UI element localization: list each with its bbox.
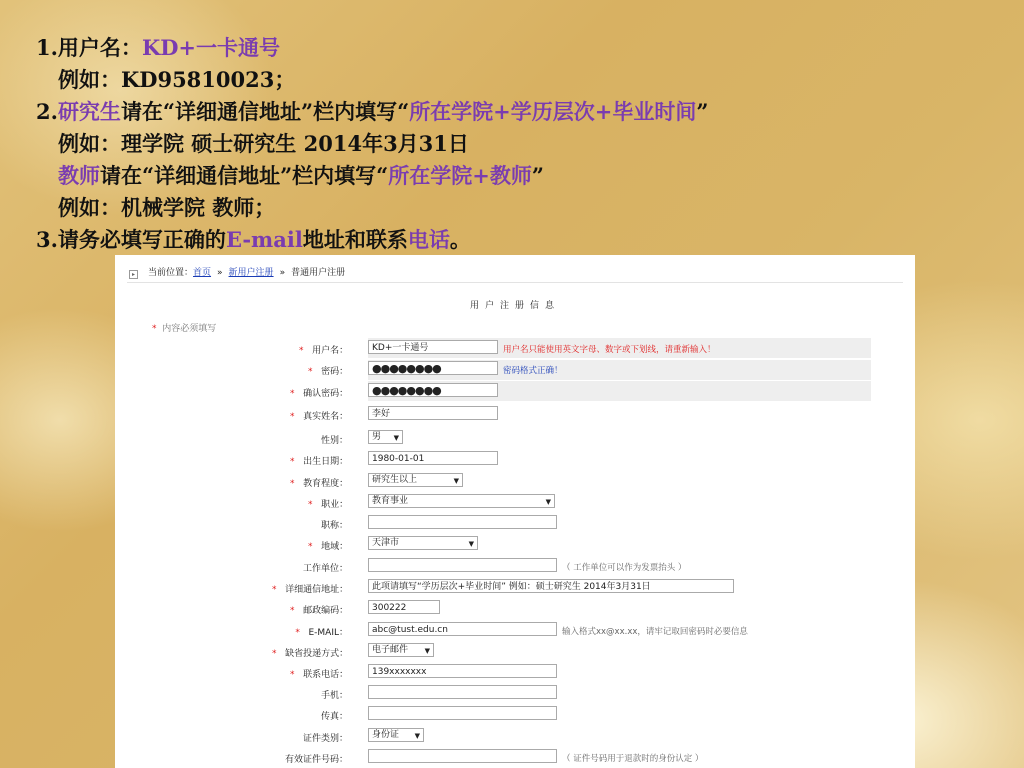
phone-input[interactable]: 139xxxxxxx: [368, 664, 557, 678]
gender-label: 性别：: [321, 436, 349, 446]
username-error: 用户名只能使用英文字母、数字或下划线，请重新输入！: [503, 345, 716, 355]
username-input[interactable]: KD+一卡通号: [368, 340, 498, 354]
chevron-down-icon: ▼: [545, 498, 551, 506]
instruction-notes: [36, 32, 708, 256]
note-line-5: [36, 160, 708, 192]
arrow-right-icon: ▸: [129, 270, 138, 279]
email-hint: 输入格式xx@xx.xx，请牢记取回密码时必要信息: [562, 627, 748, 637]
gender-value: 男: [372, 432, 382, 442]
occupation-label: * 职业：: [308, 500, 349, 510]
mobile-label: 手机：: [321, 691, 349, 701]
note-line-2: [36, 64, 708, 96]
required-note-text: 内容必须填写: [162, 324, 217, 334]
id-type-value: 身份证: [372, 730, 400, 740]
chevron-down-icon: ▼: [414, 732, 420, 740]
note-line-7: [36, 224, 708, 256]
education-select[interactable]: [368, 473, 463, 487]
note-highlight: 教师: [58, 163, 100, 188]
required-note: [152, 321, 216, 334]
address-input[interactable]: 此项请填写“学历层次+毕业时间” 例如：硕士研究生 2014年3月31日: [368, 579, 734, 593]
workplace-hint: （ 工作单位可以作为发票抬头 ）: [562, 563, 687, 573]
note-line-6: [36, 192, 708, 224]
region-label: * 地域：: [308, 542, 349, 552]
id-number-input[interactable]: [368, 749, 557, 763]
note-highlight: E-mail: [225, 227, 303, 252]
note-text: 1.用户名：: [36, 35, 142, 60]
education-label: * 教育程度：: [290, 479, 349, 489]
note-highlight: 所在学院+学历层次+毕业时间: [409, 99, 697, 124]
note-text: 地址和联系: [302, 227, 408, 252]
breadcrumb-separator: »: [217, 268, 223, 278]
note-text: 例如：KD95810023；: [58, 67, 296, 92]
note-text: 3.请务必填写正确的: [36, 227, 226, 252]
note-highlight: 电话: [407, 227, 450, 252]
confirm-password-label: * 确认密码：: [290, 389, 349, 399]
real-name-label: * 真实姓名：: [290, 412, 349, 422]
form-title: 用户注册信息: [469, 301, 560, 311]
gender-select[interactable]: [368, 430, 403, 444]
email-input[interactable]: abc@tust.edu.cn: [368, 622, 557, 636]
region-value: 天津市: [372, 538, 400, 548]
note-text: 2.: [36, 99, 58, 124]
id-number-hint: （ 证件号码用于退款时的身份认定 ）: [562, 754, 704, 764]
postcode-input[interactable]: 300222: [368, 600, 440, 614]
occupation-select[interactable]: [368, 494, 555, 508]
note-text: 例如：机械学院 教师；: [58, 195, 276, 220]
breadcrumb-home-link[interactable]: 首页: [193, 268, 212, 278]
note-highlight: KD+一卡通号: [141, 35, 280, 60]
password-input[interactable]: ●●●●●●●●: [368, 361, 498, 375]
birthdate-label: * 出生日期：: [290, 457, 349, 467]
mobile-input[interactable]: [368, 685, 557, 699]
note-highlight: 研究生: [57, 99, 121, 124]
note-text: 请在“详细通信地址”栏内填写“: [100, 163, 389, 188]
note-text: ”: [531, 163, 544, 188]
email-label: * E-MAIL：: [295, 628, 348, 638]
delivery-value: 电子邮件: [372, 645, 409, 655]
breadcrumb-current: 普通用户注册: [291, 268, 346, 278]
delivery-select[interactable]: [368, 643, 434, 657]
title-input[interactable]: [368, 515, 557, 529]
note-highlight: 所在学院+教师: [388, 163, 532, 188]
note-text: 例如：理学院 硕士研究生 2014年3月31日: [58, 131, 469, 156]
note-line-1: [36, 32, 708, 64]
registration-panel: [115, 255, 915, 768]
address-label: * 详细通信地址：: [272, 585, 349, 595]
password-status: 密码格式正确！: [503, 366, 563, 376]
occupation-value: 教育事业: [372, 496, 409, 506]
note-text: 请在“详细通信地址”栏内填写“: [120, 99, 410, 124]
id-type-label: 证件类别：: [303, 734, 349, 744]
note-text: ”: [696, 99, 709, 124]
note-line-4: [36, 128, 708, 160]
note-text: 。: [449, 227, 471, 252]
workplace-label: 工作单位：: [303, 564, 349, 574]
fax-label: 传真：: [321, 712, 349, 722]
birthdate-input[interactable]: 1980-01-01: [368, 451, 498, 465]
note-line-3: [36, 96, 708, 128]
chevron-down-icon: ▼: [453, 477, 459, 485]
real-name-input[interactable]: 李好: [368, 406, 498, 420]
chevron-down-icon: ▼: [393, 434, 399, 442]
breadcrumb-label: 当前位置：: [148, 268, 194, 278]
username-label: * 用户名：: [299, 346, 349, 356]
fax-input[interactable]: [368, 706, 557, 720]
divider: [127, 282, 903, 283]
title-label: 职称：: [321, 521, 349, 531]
breadcrumb: [129, 265, 345, 279]
workplace-input[interactable]: [368, 558, 557, 572]
breadcrumb-separator: »: [279, 268, 286, 278]
required-marker: *: [152, 324, 157, 334]
region-select[interactable]: [368, 536, 478, 550]
confirm-password-input[interactable]: ●●●●●●●●: [368, 383, 498, 397]
breadcrumb-register-link[interactable]: 新用户注册: [228, 268, 274, 278]
chevron-down-icon: ▼: [468, 540, 474, 548]
id-type-select[interactable]: [368, 728, 424, 742]
postcode-label: * 邮政编码：: [290, 606, 349, 616]
phone-label: * 联系电话：: [290, 670, 349, 680]
id-number-label: 有效证件号码：: [285, 755, 349, 765]
education-value: 研究生以上: [372, 475, 418, 485]
delivery-label: * 缺省投递方式：: [272, 649, 349, 659]
chevron-down-icon: ▼: [424, 647, 430, 655]
password-label: * 密码：: [308, 367, 349, 377]
